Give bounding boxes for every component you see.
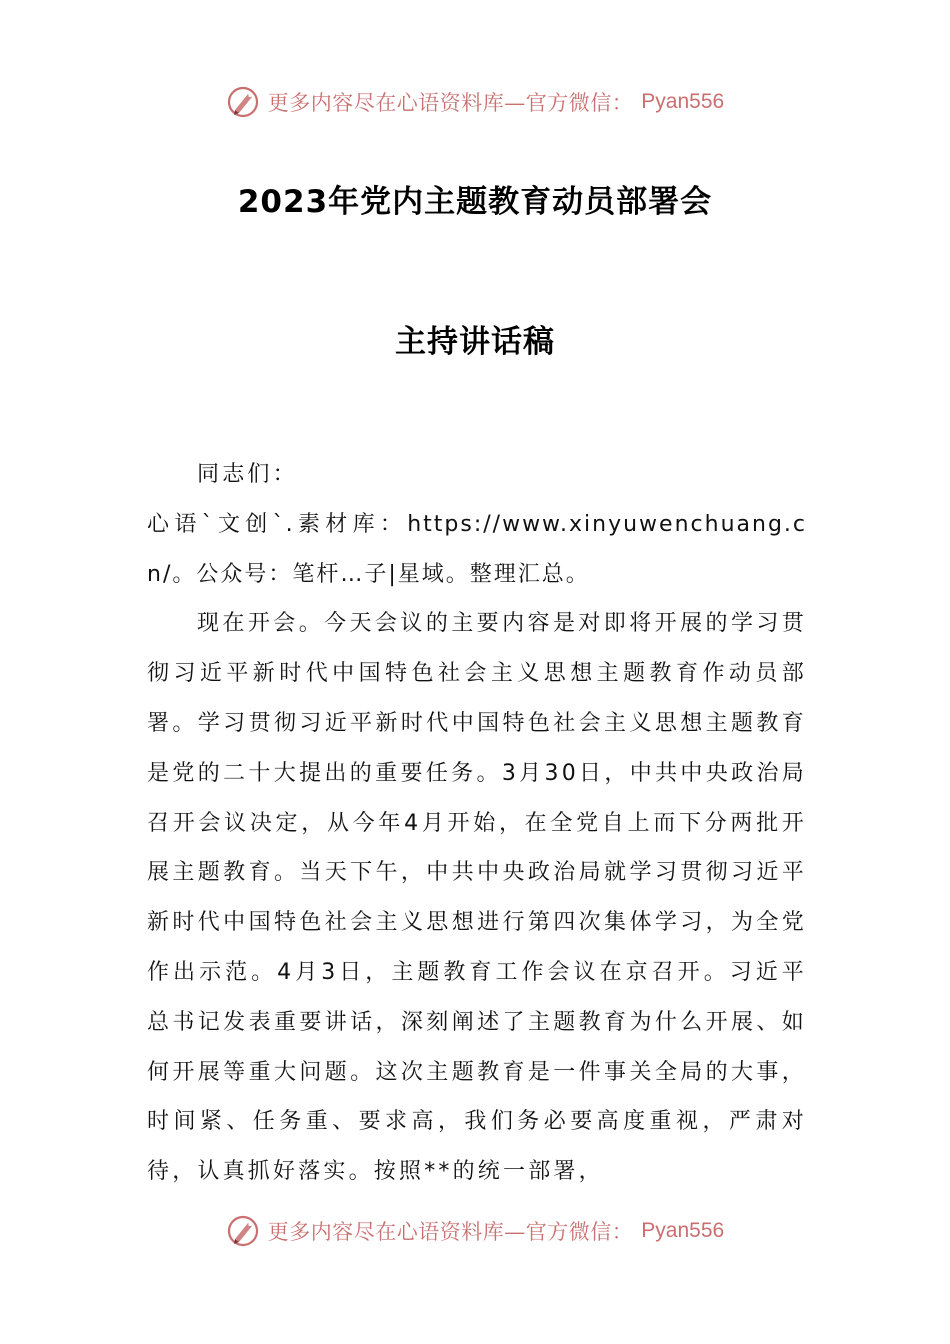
- document-body: [147, 450, 807, 1197]
- document-title-line2: 主持讲话稿: [395, 324, 555, 360]
- source-line: 心语`文创`.素材库：https://www.xinyuwenchuang.cn/。公众号：笔杆…子|星域。整理汇总。: [147, 511, 807, 587]
- footer-banner: [0, 1211, 950, 1251]
- header-banner-wechat: Pyan556: [641, 90, 725, 113]
- pen-logo-icon: [226, 1214, 260, 1248]
- header-banner-text: 更多内容尽在心语资料库—官方微信：: [267, 91, 634, 115]
- paragraph-1: 现在开会。今天会议的主要内容是对即将开展的学习贯彻习近平新时代中国特色社会主义思想主题教育作动员部署。学习贯彻习近平新时代中国特色社会主义思想主题教育是党的二十大提出的重要任务。3月30日，中共中央政治局召开会议决定，从今年4月开始，在全党自上而下分两批开展主题教育。当天下午，中共中央政治局就学习贯彻习近平新时代中国特色社会主义思想进行第四次集体学习，为全党作出示范。4月3日，主题教育工作会议在京召开。习近平总书记发表重要讲话，深刻阐述了主题教育为什么开展、如何开展等重大问题。这次主题教育是一件事关全局的大事，时间紧、任务重、要求高，我们务必要高度重视，严肃对待，认真抓好落实。按照**的统一部署，: [147, 611, 807, 1185]
- pen-logo-icon: [226, 85, 260, 119]
- document-title-line1: 2023年党内主题教育动员部署会: [237, 184, 713, 220]
- footer-banner-text: 更多内容尽在心语资料库—官方微信：: [267, 1220, 634, 1244]
- salutation: 同志们：: [197, 462, 298, 487]
- footer-banner-wechat: Pyan556: [641, 1219, 725, 1242]
- header-banner: [0, 82, 950, 122]
